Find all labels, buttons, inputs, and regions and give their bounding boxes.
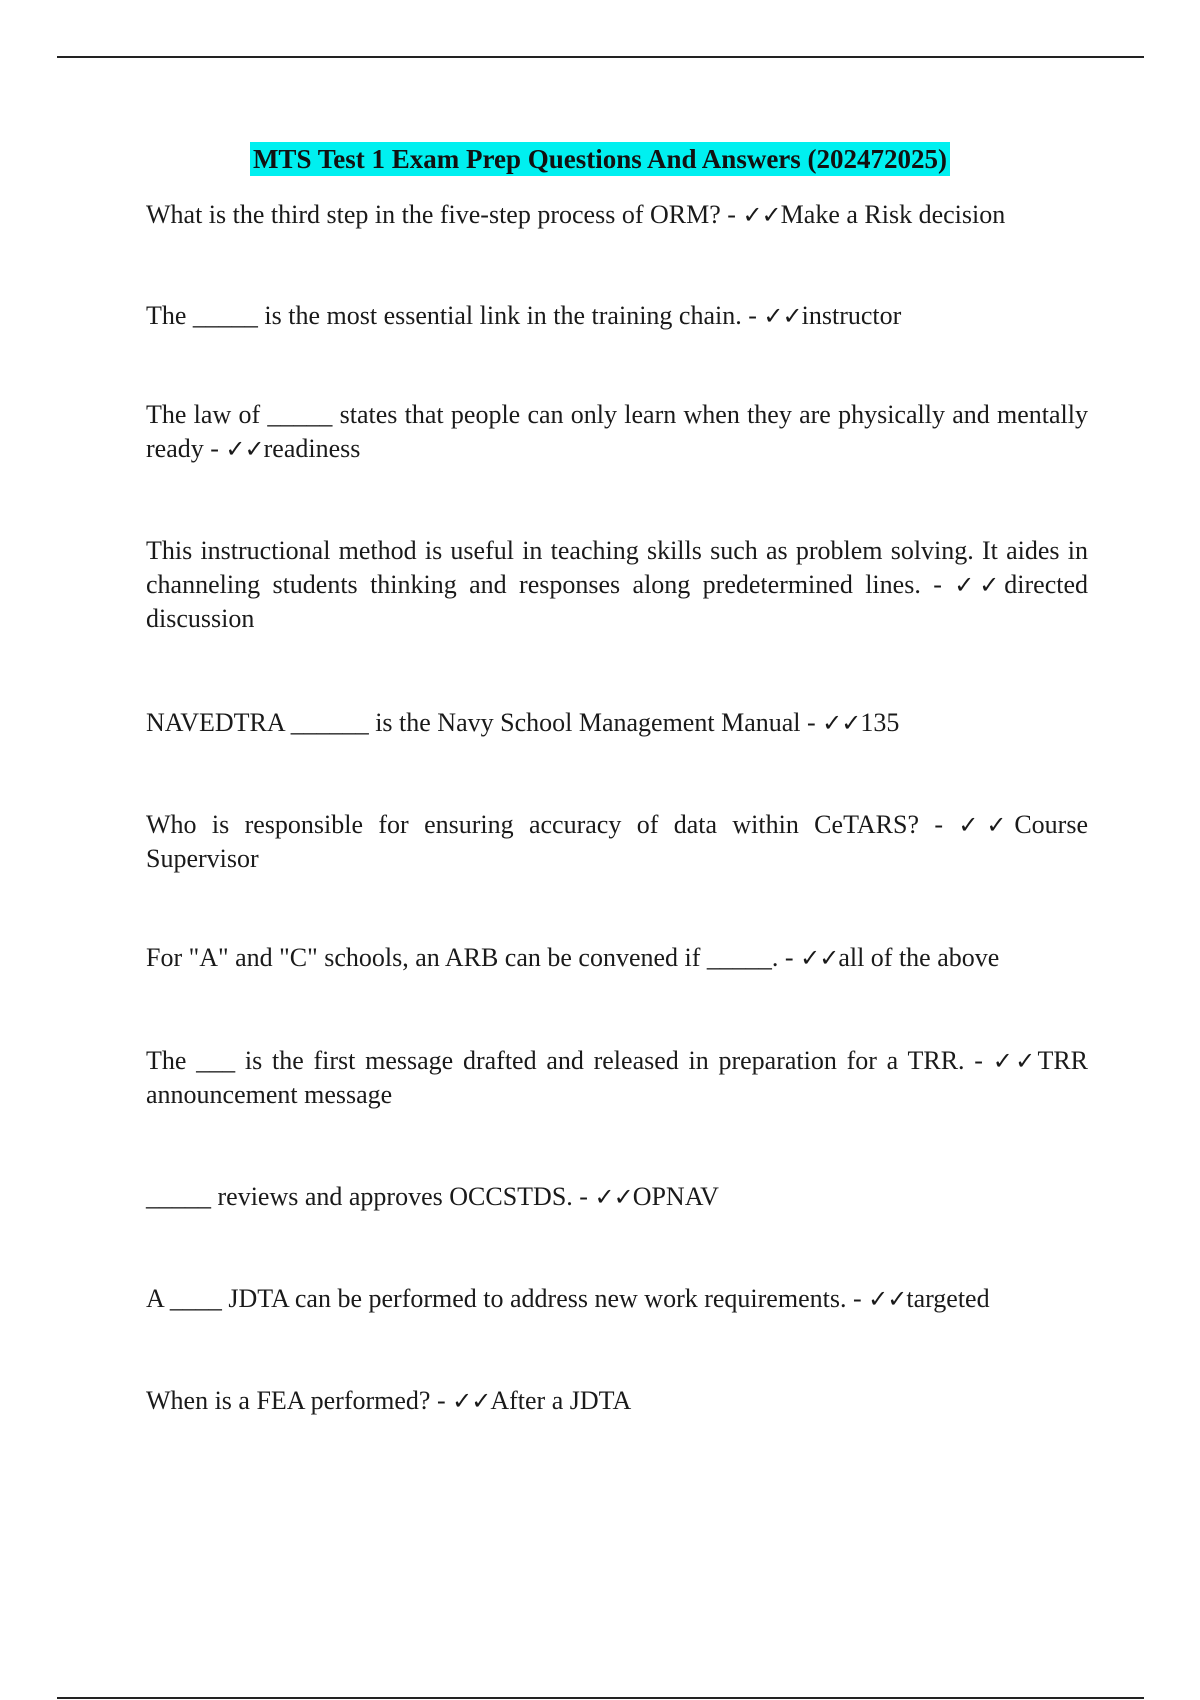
separator: -	[741, 301, 764, 330]
qa-item-9	[146, 1180, 1088, 1214]
qa-item-1	[146, 198, 1088, 232]
answer-text: Make a Risk decision	[780, 200, 1006, 229]
double-check-icon: ✓✓	[742, 201, 781, 229]
answer-text: targeted	[906, 1284, 990, 1313]
separator: -	[430, 1386, 453, 1415]
qa-item-11	[146, 1384, 1088, 1418]
separator: -	[846, 1284, 869, 1313]
double-check-icon: ✓✓	[868, 1285, 907, 1313]
qa-item-6	[146, 808, 1088, 876]
separator: -	[964, 1046, 993, 1075]
double-check-icon: ✓✓	[763, 302, 802, 330]
bottom-rule	[57, 1697, 1144, 1699]
qa-item-5	[146, 706, 1088, 740]
answer-text: directed discussion	[146, 570, 1088, 633]
answer-text: After a JDTA	[490, 1386, 632, 1415]
question-text: For "A" and "C" schools, an ARB can be convened if _____.	[146, 943, 779, 972]
double-check-icon: ✓✓	[225, 435, 264, 463]
qa-item-3	[146, 398, 1088, 466]
answer-text: all of the above	[838, 943, 1000, 972]
answer-text: instructor	[801, 301, 902, 330]
qa-item-7	[146, 941, 1088, 975]
double-check-icon: ✓✓	[594, 1183, 633, 1211]
qa-item-4	[146, 534, 1088, 636]
separator: -	[572, 1182, 595, 1211]
qa-item-10	[146, 1282, 1088, 1316]
top-rule	[57, 56, 1144, 58]
answer-text: OPNAV	[632, 1182, 719, 1211]
separator: -	[720, 200, 743, 229]
question-text: When is a FEA performed?	[146, 1386, 431, 1415]
question-text: _____ reviews and approves OCCSTDS.	[146, 1182, 573, 1211]
question-text: The _____ is the most essential link in the training chain.	[146, 301, 742, 330]
separator: -	[203, 434, 226, 463]
double-check-icon: ✓✓	[958, 811, 1015, 839]
double-check-icon: ✓✓	[822, 709, 861, 737]
question-text: A ____ JDTA can be performed to address new work requirements.	[146, 1284, 847, 1313]
double-check-icon: ✓✓	[954, 571, 1005, 599]
qa-item-8	[146, 1044, 1088, 1112]
answer-text: Course Supervisor	[146, 810, 1088, 873]
answer-text: 135	[860, 708, 900, 737]
double-check-icon: ✓✓	[800, 944, 839, 972]
question-text: Who is responsible for ensuring accuracy of data within CeTARS?	[146, 810, 919, 839]
separator: -	[920, 570, 955, 599]
answer-text: readiness	[263, 434, 361, 463]
document-title: MTS Test 1 Exam Prep Questions And Answers (202472025)	[250, 142, 950, 176]
separator: -	[918, 810, 959, 839]
qa-item-2	[146, 299, 1088, 333]
question-text: NAVEDTRA ______ is the Navy School Management Manual	[146, 708, 801, 737]
question-text: The law of _____ states that people can only learn when they are physically and mentally ready	[146, 400, 1088, 463]
title-container	[0, 142, 1200, 176]
answer-text: TRR announcement message	[146, 1046, 1089, 1109]
question-text: The ___ is the first message drafted and released in preparation for a TRR.	[146, 1046, 965, 1075]
separator: -	[800, 708, 823, 737]
question-text: What is the third step in the five-step process of ORM?	[146, 200, 721, 229]
question-text: This instructional method is useful in teaching skills such as problem solving. It aides in channeling students thinking and responses along predetermined lines.	[146, 536, 1088, 599]
double-check-icon: ✓✓	[992, 1047, 1038, 1075]
separator: -	[778, 943, 801, 972]
double-check-icon: ✓✓	[452, 1387, 491, 1415]
